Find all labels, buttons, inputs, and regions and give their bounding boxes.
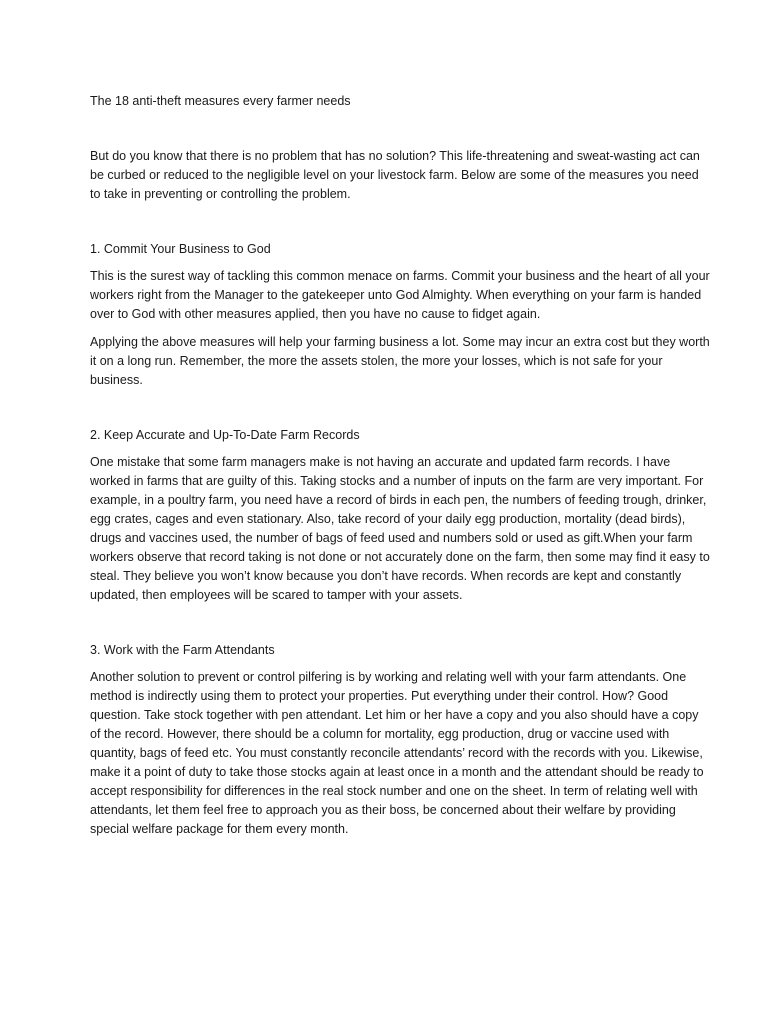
section-heading: 1. Commit Your Business to God (90, 242, 271, 256)
section-heading: 3. Work with the Farm Attendants (90, 643, 275, 657)
document-page (90, 92, 710, 839)
section-paragraph: Another solution to prevent or control pilfering is by working and relating well with your farm attendants. One method is indirectly using them to protect your properties. Put everything under their control. How? Good question. Take stock together with pen attendant. Let him or her have a copy and you also should have a copy of the record. However, there should be a column for mortality, egg production, drug or vaccine used with quantity, bags of feed etc. You must constantly reconcile attendants’ record with the records with you. Likewise, make it a point of duty to take those stocks again at least once in a month and the attendant should be ready to accept responsibility for differences in the real stock number and one on the sheet. In term of relating well with attendants, let them feel free to approach you as their boss, be concerned about their welfare by providing special welfare package for them every month. (90, 670, 704, 836)
section-2 (90, 426, 710, 605)
intro-block (90, 147, 710, 204)
section-heading: 2. Keep Accurate and Up-To-Date Farm Records (90, 428, 360, 442)
section-3 (90, 641, 710, 839)
section-paragraph: This is the surest way of tackling this common menace on farms. Commit your business and the heart of all your workers right from the Manager to the gatekeeper unto God Almighty. When everything on your farm is handed over to God with other measures applied, then you have no cause to fidget again. (90, 269, 710, 321)
section-1 (90, 240, 710, 390)
section-paragraph: One mistake that some farm managers make is not having an accurate and updated farm records. I have worked in farms that are guilty of this. Taking stocks and a number of inputs on the farm are very important. For example, in a poultry farm, you need have a record of birds in each pen, the numbers of feeding trough, drinker, egg crates, cages and even stationary. Also, take record of your daily egg production, mortality (dead birds), drugs and vaccines used, the number of bags of feed used and numbers sold or used as gift.When your farm workers observe that record taking is not done or not accurately done on the farm, then some may find it easy to steal. They believe you won’t know because you don’t have records. When records are kept and constantly updated, then employees will be scared to tamper with your assets. (90, 455, 710, 602)
document-title: The 18 anti-theft measures every farmer needs (90, 94, 351, 108)
intro-paragraph: But do you know that there is no problem that has no solution? This life-threatening and sweat-wasting act can be curbed or reduced to the negligible level on your livestock farm. Below are some of the measures you need to take in preventing or controlling the problem. (90, 149, 700, 201)
section-paragraph: Applying the above measures will help your farming business a lot. Some may incur an extra cost but they worth it on a long run. Remember, the more the assets stolen, the more your losses, which is not safe for your business. (90, 335, 710, 387)
